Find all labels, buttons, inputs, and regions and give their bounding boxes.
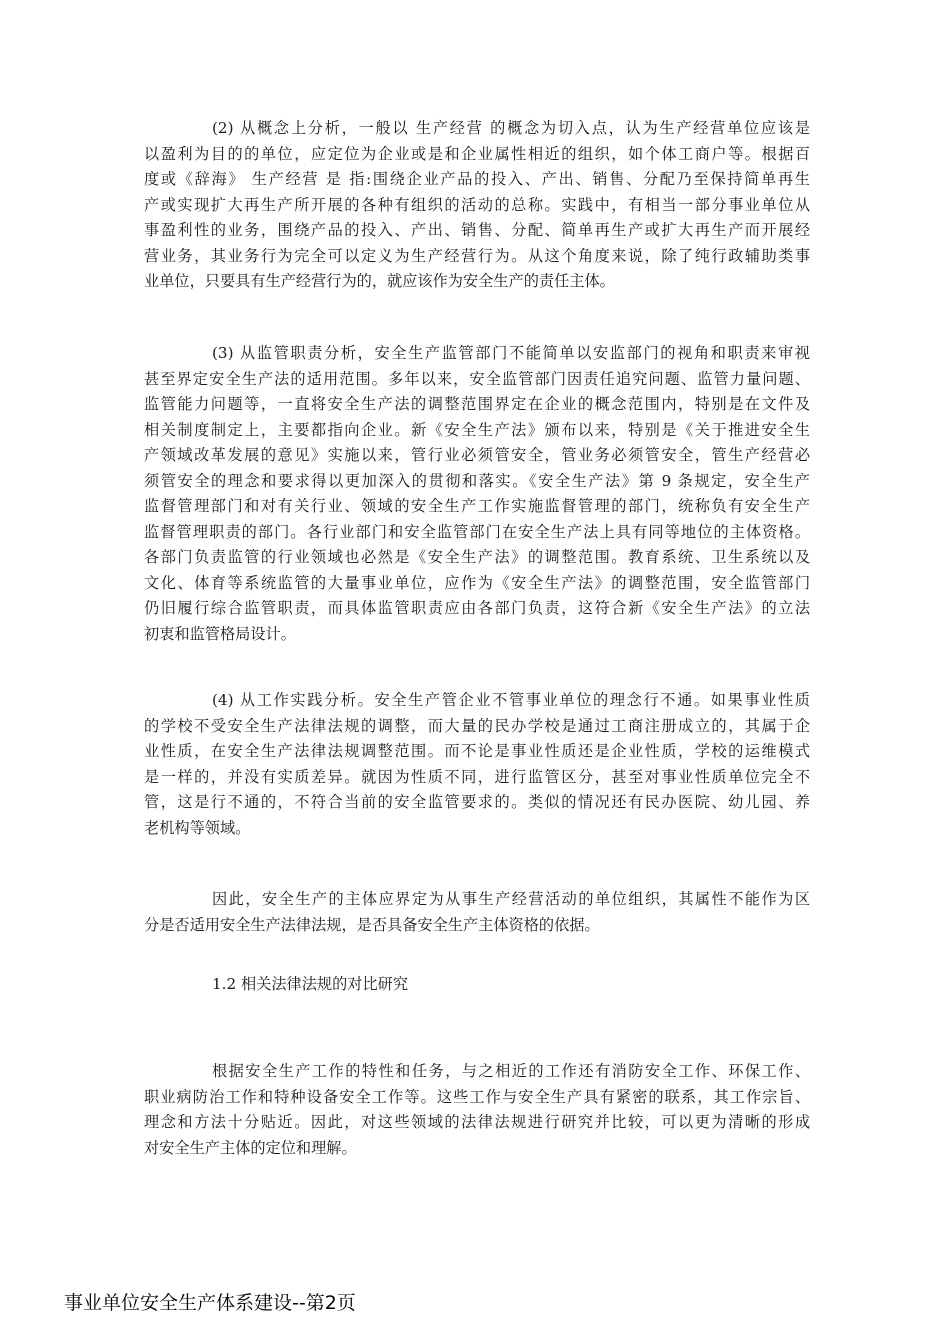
paragraph-3-line: 监督管理职责的部门。各行业部门和安全监管部门在安全生产法上具有同等地位的主体资格。 <box>144 522 810 541</box>
paragraph-4-line: 管，这是行不通的，不符合当前的安全监管要求的。类似的情况还有民办医院、幼儿园、养 <box>144 793 810 811</box>
paragraph-2-line: 以盈利为目的的单位，应定位为企业或是和企业属性相近的组织，如个体工商户等。根据百 <box>144 144 810 163</box>
paragraph-2 <box>144 116 810 295</box>
paragraph-4 <box>144 688 810 841</box>
paragraph-3-line: 相关制度制定上，主要都指向企业。新《安全生产法》颁布以来，特别是《关于推进安全生 <box>144 420 810 439</box>
paragraph-3 <box>144 341 810 647</box>
paragraph-5 <box>144 1059 810 1161</box>
paragraph-conclusion-line: 因此，安全生产的主体应界定为从事生产经营活动的单位组织，其属性不能作为区 <box>212 890 810 908</box>
paragraph-4-line: 业性质，在安全生产法律法规调整范围。而不论是事业性质还是企业性质，学校的运维模式 <box>144 742 810 760</box>
paragraph-4-line: 老机构等领域。 <box>144 818 251 837</box>
paragraph-3-line: 初衷和监管格局设计。 <box>144 624 296 643</box>
paragraph-5-line: 对安全生产主体的定位和理解。 <box>144 1138 357 1157</box>
paragraph-3-line: 各部门负责监管的行业领域也必然是《安全生产法》的调整范围。教育系统、卫生系统以及 <box>144 548 810 566</box>
paragraph-2-line: 营业务，其业务行为完全可以定义为生产经营行为。从这个角度来说，除了纯行政辅助类事 <box>144 246 810 265</box>
paragraph-5-line: 职业病防治工作和特种设备安全工作等。这些工作与安全生产具有紧密的联系，其工作宗旨、 <box>144 1087 810 1106</box>
paragraph-5-line: 根据安全生产工作的特性和任务，与之相近的工作还有消防安全工作、环保工作、 <box>212 1062 810 1080</box>
paragraph-2-line: (2) 从概念上分析，一般以 生产经营 的概念为切入点，认为生产经营单位应该是 <box>212 119 810 137</box>
page-footer: 事业单位安全生产体系建设--第2页 <box>64 1292 356 1314</box>
paragraph-3-line: 监督管理部门和对有关行业、领域的安全生产工作实施监督管理的部门，统称负有安全生产 <box>144 497 810 515</box>
paragraph-3-line: 仍旧履行综合监管职责，而具体监管职责应由各部门负责，这符合新《安全生产法》的立法 <box>144 599 810 617</box>
paragraph-2-line: 度或《辞海》 生产经营 是 指:围绕企业产品的投入、产出、销售、分配乃至保持简单再生 <box>144 170 810 188</box>
paragraph-3-line: 监管能力问题等，一直将安全生产法的调整范围界定在企业的概念范围内，特别是在文件及 <box>144 395 810 413</box>
paragraph-conclusion <box>144 887 810 938</box>
paragraph-conclusion-line: 分是否适用安全生产法律法规，是否具备安全生产主体资格的依据。 <box>144 915 600 934</box>
paragraph-3-line: 产领域改革发展的意见》实施以来，管行业必须管安全，管业务必须管安全，管生产经营必 <box>144 446 810 464</box>
paragraph-3-line: 甚至界定安全生产法的适用范围。多年以来，安全监管部门因责任追究问题、监管力量问题、 <box>144 369 810 388</box>
paragraph-4-line: 是一样的，并没有实质差异。就因为性质不同，进行监管区分，甚至对事业性质单位完全不 <box>144 767 810 786</box>
paragraph-2-line: 业单位，只要具有生产经营行为的，就应该作为安全生产的责任主体。 <box>144 272 615 290</box>
paragraph-4-line: 的学校不受安全生产法律法规的调整，而大量的民办学校是通过工商注册成立的，其属于企 <box>144 716 810 735</box>
paragraph-2-line: 产或实现扩大再生产所开展的各种有组织的活动的总称。实践中，有相当一部分事业单位从 <box>144 195 810 214</box>
paragraph-3-line: (3) 从监管职责分析，安全生产监管部门不能简单以安监部门的视角和职责来审视 <box>212 344 810 362</box>
section-heading: 1.2 相关法律法规的对比研究 <box>212 975 409 993</box>
paragraph-3-line: 文化、体育等系统监管的大量事业单位，应作为《安全生产法》的调整范围，安全监管部门 <box>144 573 810 592</box>
paragraph-3-line: 须管安全的理念和要求得以更加深入的贯彻和落实。《安全生产法》第 9 条规定，安全生产 <box>144 471 810 490</box>
paragraph-4-line: (4) 从工作实践分析。安全生产管企业不管事业单位的理念行不通。如果事业性质 <box>212 691 810 709</box>
paragraph-5-line: 理念和方法十分贴近。因此，对这些领域的法律法规进行研究并比较，可以更为清晰的形成 <box>144 1113 810 1131</box>
paragraph-2-line: 事盈利性的业务，围绕产品的投入、产出、销售、分配、简单再生产或扩大再生产而开展经 <box>144 221 810 239</box>
